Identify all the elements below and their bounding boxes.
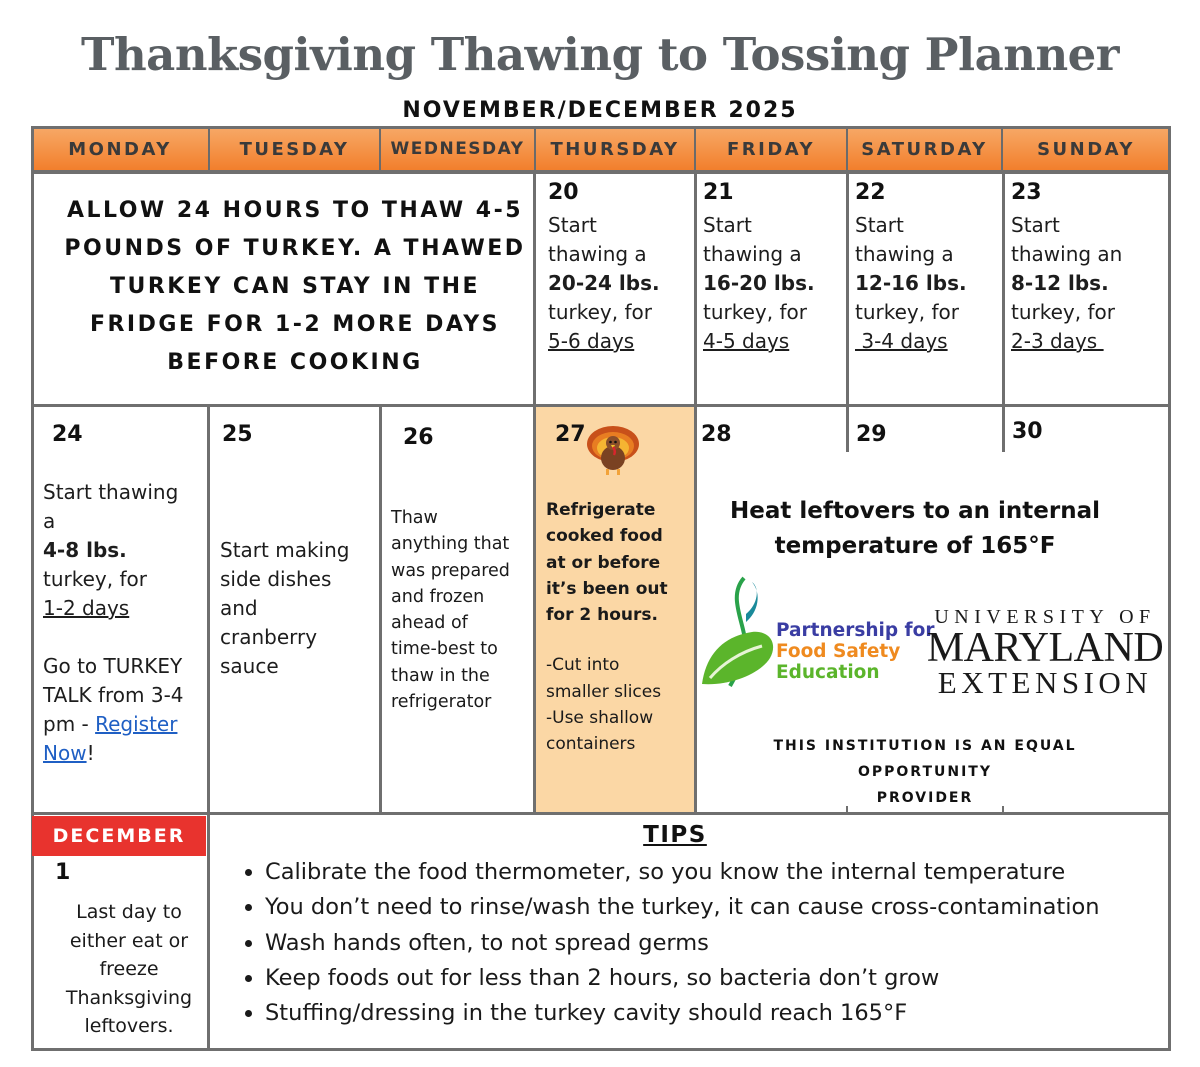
grid-line (846, 170, 849, 452)
thaw-duration: 1-2 days (43, 596, 130, 620)
cell-line: thaw in the (391, 665, 490, 686)
exclamation: ! (86, 741, 95, 765)
cell-line: time-best to (391, 639, 498, 660)
leftovers-heading (700, 494, 1130, 564)
day-1-number: 1 (55, 860, 71, 885)
day-25-number: 25 (222, 422, 253, 447)
december-label: DECEMBER (32, 816, 206, 856)
tip-line: -Use shallow (546, 708, 654, 729)
cell-line: thawing an (1011, 242, 1123, 266)
thaw-duration: 2-3 days (1011, 329, 1104, 353)
day-24-number: 24 (52, 422, 83, 447)
tip-line: -Cut into (546, 655, 620, 676)
cell-line: Thaw (391, 508, 438, 528)
turkey-weight: 12-16 lbs. (855, 271, 967, 295)
day-26-number: 26 (403, 425, 434, 450)
cell-line: turkey, for (1011, 300, 1115, 324)
grid-line (31, 126, 1170, 129)
cell-line: was prepared (391, 560, 510, 581)
cell-line: and (220, 596, 258, 620)
refrigerate-line: Refrigerate (546, 500, 656, 520)
cell-line: freeze (99, 958, 159, 980)
refrigerate-line: cooked food (546, 526, 663, 547)
eoo-line: THIS INSTITUTION IS AN EQUAL OPPORTUNITY (773, 738, 1077, 780)
register-link[interactable]: Register (95, 712, 178, 736)
tip-item: • Wash hands often, to not spread germs (265, 926, 1100, 961)
day-30-number: 30 (1012, 419, 1043, 444)
tips-title: TIPS (643, 822, 707, 848)
day-1 (36, 898, 222, 1041)
turkey-weight: 16-20 lbs. (703, 271, 815, 295)
refrigerate-line: at or before (546, 552, 661, 573)
page-subtitle: NOVEMBER/DECEMBER 2025 (402, 98, 798, 123)
thaw-duration: 4-5 days (703, 329, 790, 353)
day-25 (220, 536, 349, 681)
thaw-rule-text: ALLOW 24 HOURS TO THAW 4-5 POUNDS OF TURKEY. A THAWED TURKEY CAN STAY IN THE FRIDGE FOR 1-2 MORE DAYS BEFORE COOKING (64, 198, 526, 375)
grid-line (31, 170, 1170, 174)
grid-line (31, 812, 1170, 815)
cell-line: and frozen (391, 586, 485, 607)
eoo-line: PROVIDER (876, 790, 974, 806)
cell-line: leftovers. (84, 1015, 174, 1037)
cell-line: thawing a (855, 242, 954, 266)
cell-line: turkey, for (43, 567, 147, 591)
page-title: Thanksgiving Thawing to Tossing Planner (80, 28, 1120, 81)
cell-line: turkey, for (855, 300, 959, 324)
grid-line (533, 170, 536, 814)
leftovers-line: Heat leftovers to an internal (730, 498, 1100, 524)
cell-line: thawing a (548, 242, 647, 266)
leftovers-line: temperature of 165°F (774, 533, 1056, 559)
day-21 (703, 180, 815, 356)
day-number: 22 (855, 180, 886, 205)
pfse-logo-text (776, 620, 934, 683)
pfse-line: Education (776, 662, 880, 683)
day-26 (391, 505, 510, 715)
cell-line: either eat or (69, 929, 189, 952)
umd-line: UNIVERSITY OF (934, 606, 1156, 628)
refrigerate-line: for 2 hours. (546, 605, 658, 626)
umd-extension-logo (926, 605, 1164, 699)
weekday-sunday: SUNDAY (1003, 128, 1169, 170)
tip-item: • Stuffing/dressing in the turkey cavity should reach 165°F (265, 996, 1100, 1031)
turkey-talk-line: TALK from 3-4 (43, 683, 184, 707)
cell-line: Start (548, 213, 597, 237)
cell-line: ahead of (391, 613, 468, 634)
cell-line: Start (855, 213, 904, 237)
umd-line: EXTENSION (937, 665, 1153, 700)
day-27-number: 27 (555, 422, 586, 447)
cell-line: Last day to (76, 901, 182, 923)
day-number: 21 (703, 180, 734, 205)
weekday-tuesday: TUESDAY (210, 128, 381, 170)
tip-line: smaller slices (546, 681, 662, 702)
cell-line: Start thawing (43, 480, 179, 504)
equal-opportunity-statement (710, 733, 1140, 811)
weekday-saturday: SATURDAY (848, 128, 1003, 170)
tip-item: • You don’t need to rinse/wash the turkey, it can cause cross-contamination (265, 890, 1100, 925)
turkey-weight: 20-24 lbs. (548, 271, 660, 295)
grid-line (31, 1048, 1170, 1051)
turkey-weight: 8-12 lbs. (1011, 271, 1109, 295)
turkey-talk-line: pm - (43, 712, 96, 736)
turkey-weight: 4-8 lbs. (43, 538, 127, 562)
cell-line: side dishes (220, 567, 332, 591)
cell-line: Start making (220, 538, 350, 562)
cell-line: sauce (220, 654, 279, 678)
day-23 (1011, 180, 1122, 356)
cell-line: cranberry (220, 625, 318, 649)
tip-line: containers (546, 734, 636, 755)
thaw-duration: 3-4 days (855, 329, 948, 353)
cell-line: thawing a (703, 242, 802, 266)
pfse-line: Partnership for (776, 620, 935, 641)
weekday-monday: MONDAY (32, 128, 210, 170)
tip-item: • Keep foods out for less than 2 hours, so bacteria don’t grow (265, 961, 1100, 996)
cell-line: Start (703, 213, 752, 237)
cell-line: refrigerator (391, 692, 492, 713)
cell-line: anything that (391, 534, 510, 555)
day-28-number: 28 (701, 422, 732, 447)
day-20 (548, 180, 660, 356)
day-number: 20 (548, 180, 579, 205)
pfse-line: Food Safety (776, 641, 901, 662)
cell-line: turkey, for (548, 300, 652, 324)
turkey-icon (584, 424, 642, 476)
refrigerate-line: it’s been out (546, 578, 668, 599)
grid-line (1168, 126, 1171, 1051)
weekday-friday: FRIDAY (696, 128, 848, 170)
pfse-logo-icon (700, 574, 780, 689)
cell-line: Start (1011, 213, 1060, 237)
weekday-thursday: THURSDAY (536, 128, 696, 170)
umd-line: MARYLAND (926, 625, 1164, 671)
cell-line: a (43, 509, 56, 533)
day-27 (546, 497, 668, 758)
tips-list (240, 855, 1100, 1031)
grid-line (1002, 170, 1005, 452)
grid-line (31, 404, 1170, 407)
cell-line: turkey, for (703, 300, 807, 324)
day-22 (855, 180, 967, 356)
day-number: 23 (1011, 180, 1042, 205)
tip-item: • Calibrate the food thermometer, so you know the internal temperature (265, 855, 1100, 890)
day-24 (43, 478, 184, 768)
register-now-link[interactable]: Now (43, 741, 87, 765)
turkey-talk-line: Go to TURKEY (43, 654, 183, 678)
grid-line (31, 126, 34, 1051)
grid-line (379, 404, 382, 814)
cell-line: Thanksgiving (65, 986, 193, 1009)
grid-line (694, 170, 697, 814)
day-29-number: 29 (856, 422, 887, 447)
weekday-wednesday: WEDNESDAY (381, 128, 536, 170)
thaw-duration: 5-6 days (548, 329, 635, 353)
